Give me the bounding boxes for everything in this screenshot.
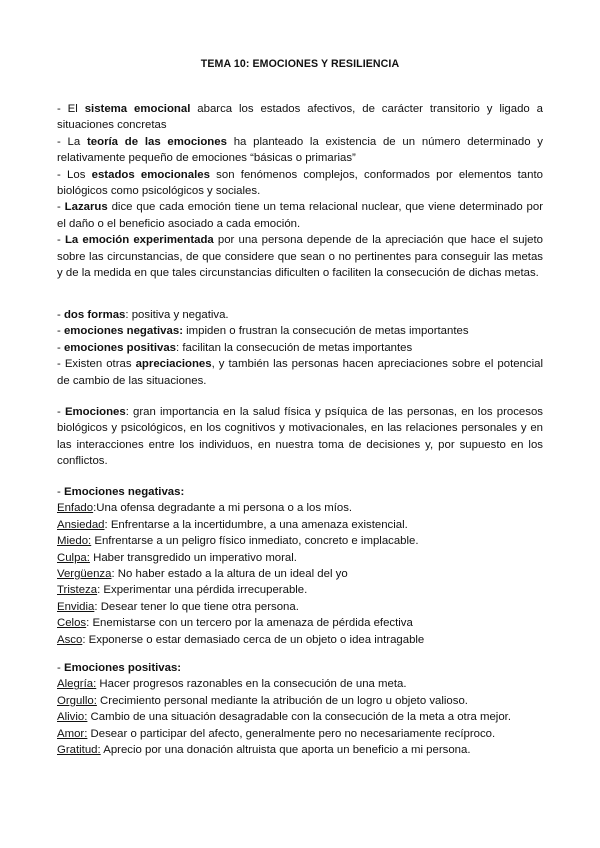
text: - <box>57 325 64 338</box>
definition-item <box>57 566 543 582</box>
intro-section <box>57 101 543 281</box>
forms-item <box>57 340 543 356</box>
definition: : Experimentar una pérdida irrecuperable. <box>97 584 308 597</box>
emociones-paragraph <box>57 404 543 470</box>
text: - <box>57 201 65 214</box>
forms-item <box>57 356 543 389</box>
term: Vergüenza <box>57 568 112 581</box>
definition-item <box>57 709 543 725</box>
intro-item <box>57 134 543 167</box>
text: : facilitan la consecución de metas importantes <box>176 341 413 354</box>
definition: Haber transgredido un imperativo moral. <box>89 551 297 564</box>
bold-term: sistema emocional <box>84 103 191 115</box>
intro-item <box>57 167 543 200</box>
text: son fenómenos complejos, conformados por elementos tanto biológicos como psicológicos y sociales. <box>57 168 543 198</box>
text: - El <box>57 103 85 115</box>
text: impiden o frustran la consecución de metas importantes <box>182 325 469 338</box>
intro-item <box>57 199 543 232</box>
forms-item <box>57 307 543 323</box>
term: Amor: <box>57 727 88 740</box>
definition: Aprecio por una donación altruista que aporta un beneficio a mi persona. <box>100 744 471 757</box>
definition-item <box>57 693 543 709</box>
forms-section <box>57 307 543 389</box>
definition-item <box>57 599 543 615</box>
bold-term: dos formas <box>63 309 126 321</box>
text: - <box>57 406 65 418</box>
text: - <box>57 341 64 354</box>
definition-item <box>57 676 543 692</box>
text: - <box>57 234 65 247</box>
bold-term: Lazarus <box>64 201 108 214</box>
term: Tristeza <box>57 584 98 597</box>
text: dice que cada emoción tiene un tema relacional nuclear, que viene determinado por el daño o el beneficio asociado a cada emoción. <box>57 201 543 230</box>
definition-item <box>57 632 543 648</box>
term: Alivio: <box>57 711 88 724</box>
text: - La <box>57 135 87 148</box>
definition: : Desear tener lo que tiene otra persona. <box>94 600 299 613</box>
page-title: TEMA 10: EMOCIONES Y RESILIENCIA <box>200 58 400 70</box>
definition: :Una ofensa degradante a mi persona o a los míos. <box>93 502 353 515</box>
text: - Existen otras <box>57 358 136 371</box>
definition: Hacer progresos razonables en la consecución de una meta. <box>96 678 407 691</box>
definition: Cambio de una situación desagradable con la consecución de la meta a otra mejor. <box>87 711 512 724</box>
definition-item <box>57 550 543 566</box>
term: Gratitud: <box>57 744 101 757</box>
definition-item <box>57 615 543 631</box>
bold-term: apreciaciones <box>135 358 212 371</box>
text: - <box>57 486 64 498</box>
definition-item <box>57 500 543 516</box>
term: Culpa: <box>57 551 90 564</box>
term: Miedo: <box>57 535 92 548</box>
heading-text: Emociones negativas: <box>63 486 185 498</box>
term: Envidia <box>57 600 95 613</box>
intro-item <box>57 232 543 281</box>
bold-term: La emoción experimentada <box>64 234 214 247</box>
bold-term: emociones positivas <box>63 341 177 354</box>
term: Celos <box>57 617 87 630</box>
definition: : Enemistarse con un tercero por la amenaza de pérdida efectiva <box>86 617 413 630</box>
definition-item <box>57 533 543 549</box>
text: por una persona depende de la apreciación que hace el sujeto sobre las circunstancias, de que considere que sean o no pertinentes para conseguir las metas y de la medida en que tales circunstancias dificulten o faciliten la consecución de dichas metas. <box>57 234 543 280</box>
text: , y también las personas hacen apreciaciones sobre el potencial de cambio de las situaciones. <box>57 358 544 387</box>
term: Enfado <box>57 502 94 515</box>
bold-term: Emociones <box>64 406 126 418</box>
text: abarca los estados afectivos, de carácter transitorio y ligado a situaciones concretas <box>57 103 543 132</box>
definition-item <box>57 726 543 742</box>
text: - Los <box>57 168 92 181</box>
section-heading <box>57 484 543 500</box>
text: ha planteado la existencia de un número determinado y relativamente pequeño de emociones “básicas o primarias” <box>57 135 543 165</box>
definition: Crecimiento personal mediante la atribución de un logro u objeto valioso. <box>96 694 468 707</box>
definition: : No haber estado a la altura de un ideal del yo <box>111 568 348 581</box>
bold-term: estados emocionales <box>91 168 210 181</box>
text: - <box>57 662 64 674</box>
positivas-section <box>57 660 543 758</box>
definition-item <box>57 742 543 758</box>
text: : positiva y negativa. <box>125 309 229 321</box>
section-heading <box>57 660 543 676</box>
text: : gran importancia en la salud física y psíquica de las personas, en los procesos biológicos y psicológicos, en los cognitivos y motivacionales, en las relaciones personales y en las interacciones entre los individuos, en nuestra toma de decisiones y, por supuesto en los conflictos. <box>57 406 543 468</box>
intro-item <box>57 101 543 134</box>
bold-term: emociones negativas: <box>63 325 183 338</box>
definition: Desear o participar del afecto, generalmente pero no necesariamente recíproco. <box>87 727 496 740</box>
definition: : Enfrentarse a la incertidumbre, a una amenaza existencial. <box>104 518 408 531</box>
term: Asco <box>57 633 83 646</box>
bold-term: teoría de las emociones <box>87 135 227 148</box>
forms-item <box>57 323 543 339</box>
definition-item <box>57 517 543 533</box>
term: Orgullo: <box>57 694 97 707</box>
negativas-section <box>57 484 543 648</box>
term: Alegría: <box>57 678 97 691</box>
text: - <box>57 309 64 321</box>
emociones-section <box>57 404 543 470</box>
term: Ansiedad <box>57 518 105 531</box>
heading-text: Emociones positivas: <box>63 662 182 674</box>
definition: : Exponerse o estar demasiado cerca de un objeto o idea intragable <box>82 633 425 646</box>
definition: Enfrentarse a un peligro físico inmediato, concreto e implacable. <box>91 535 419 548</box>
definition-item <box>57 582 543 598</box>
